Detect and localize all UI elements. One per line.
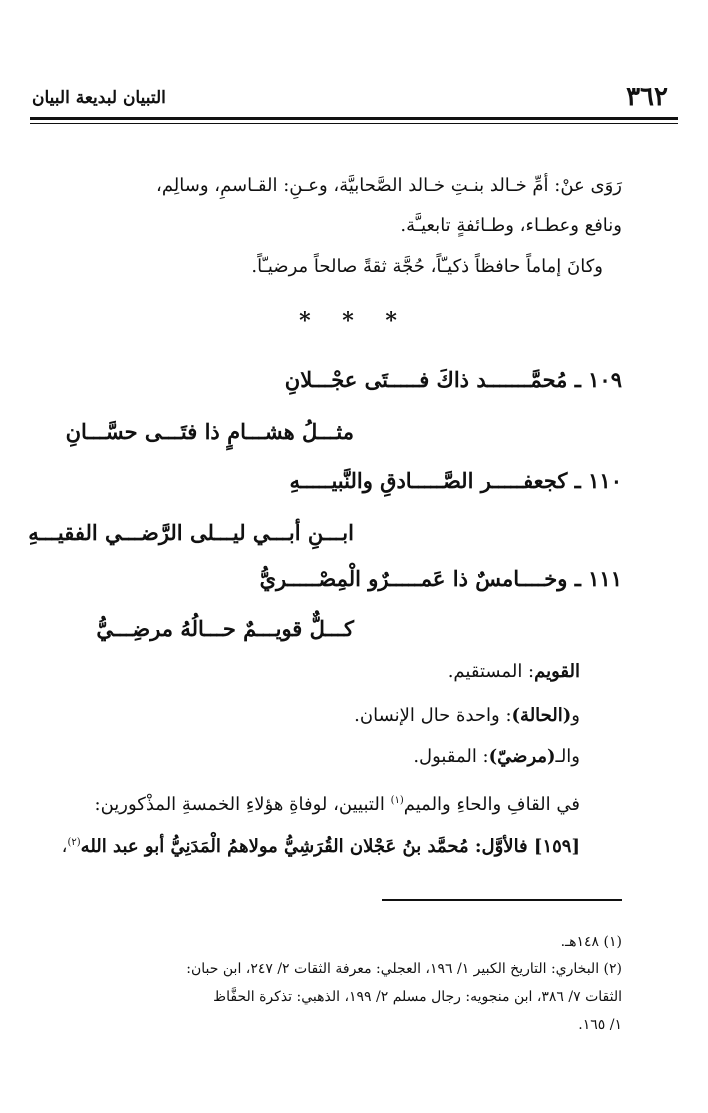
intro-paragraph [95, 787, 581, 819]
footnote-ref-2: (٢) [67, 837, 81, 848]
section-separator: * * * [299, 308, 409, 334]
definition-text: : واحدة حال الإنسان. [354, 705, 512, 726]
page-number: ٣٦٢ [626, 82, 668, 112]
paragraph-praise: وكانَ إماماً حافظاً ذكيـّاً، حُجَّة ثقةً صالحاً مرضيـّاً. [251, 256, 603, 277]
verse-111-second-hemistich: كـــلٌّ قويـــمٌ حـــالُهُ مرضِـــيُّ [96, 616, 354, 641]
definition-qawim [448, 658, 580, 686]
entry-tail: ، [61, 836, 68, 857]
footnote-2-line-3: ١/ ١٦٥. [578, 1017, 622, 1033]
footnote-ref-1: (١) [390, 795, 404, 806]
definition-term: (الحالة) [511, 705, 572, 726]
footnote-rule [382, 899, 622, 901]
biography-entry-159 [62, 829, 580, 861]
intro-text: في القافِ والحاءِ والميم [403, 794, 580, 815]
definition-mardi [413, 743, 580, 771]
verse-110-second-hemistich: ابـــنِ أبـــي ليـــلى الرَّضـــي الفقيـــهِ [28, 520, 354, 545]
entry-name: مُحمَّد بنُ عَجْلان القُرَشِيُّ مولاهمُ الْمَدَنِيُّ أبو عبد الله [80, 836, 469, 857]
definition-term: القويم [534, 661, 580, 682]
running-title: التبيان لبديعة البيان [32, 88, 166, 108]
verse-111-first-hemistich: ١١١ ـ وخــــامسٌ ذا عَمـــــرٌو الْمِصْـــــريُّ [259, 566, 622, 591]
header-rule-thin [30, 123, 678, 124]
header-rule-thick [30, 117, 678, 120]
intro-text-rest: التبيين، لوفاةِ هؤلاءِ الخمسةِ المذْكورين: [94, 794, 391, 815]
paragraph-narrators-line-2: ونافع وعطـاء، وطـائفةٍ تابعيـَّة. [400, 215, 622, 236]
verse-109-second-hemistich: مثـــلُ هشـــامٍ ذا فتَـــى حسَّـــانِ [65, 419, 354, 444]
verse-110-first-hemistich: ١١٠ ـ كجعفـــــر الصَّـــــادقِ والنَّبيـــــهِ [289, 468, 622, 493]
footnote-1: (١) ١٤٨هـ. [560, 934, 622, 950]
footnote-2-line-1: (٢) البخاري: التاريخ الكبير ١/ ١٩٦، العجلي: معرفة الثقات ٢/ ٢٤٧، ابن حبان: [186, 961, 622, 977]
verse-109-first-hemistich: ١٠٩ ـ مُحمَّـــــــد ذاكَ فـــــتَى عجْـــلانِ [284, 367, 622, 392]
entry-number: [١٥٩] فالأوَّل: [468, 836, 580, 857]
paragraph-narrators-line-1: رَوَى عنْ: أمِّ خـالد بنـتِ خـالد الصَّحابيَّة، وعـنِ: القـاسمِ، وسالِم، [156, 175, 622, 196]
definition-text: : المقبول. [413, 746, 489, 767]
footnote-2-line-2: الثقات ٧/ ٣٨٦، ابن منجويه: رجال مسلم ٢/ ١٩٩، الذهبي: تذكرة الحفَّاظ [213, 989, 622, 1005]
definition-hala [354, 702, 580, 730]
definition-text: : المستقيم. [447, 661, 535, 682]
definition-term: (مرضيّ) [488, 746, 556, 767]
definition-prefix: و [571, 705, 580, 726]
definition-prefix: والـ [555, 746, 580, 767]
